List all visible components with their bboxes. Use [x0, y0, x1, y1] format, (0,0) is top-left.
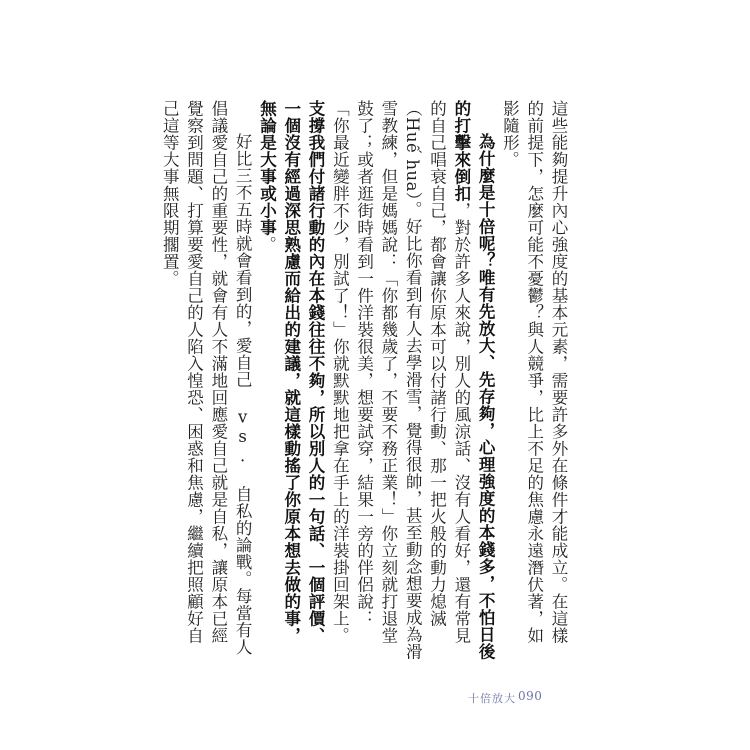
paragraph-3 — [157, 100, 254, 660]
bold-emphasis-passage: 支撐我們付諸行動的內在本錢往往不夠，所以別人的一句話、一個評價、一個沒有經過深思熟慮而給出的建議，就這樣動搖了你原本想去做的事，無論是大事或小事 — [257, 100, 326, 644]
paragraph-2-end: 。 — [257, 236, 277, 253]
paragraph-3-text: 好比三不五時就會看到的，愛自己 vs. 自私的論戰。每當有人倡議愛自己的重要性，就會有人不滿地回應愛自己就是自私，讓原本已經覺察到問題、打算要愛自己的人陷入惶恐、困惑和焦慮，繼續把照顧好自己這等大事無限期擱置。 — [160, 100, 253, 656]
paragraph-2-text-a: ，對於許多人來說，別人的風涼話、沒有人看好，還有常見的自己唱衰自己，都會讓你原本可以付諸行動、那一把火般的動力熄滅（ — [403, 100, 471, 644]
paragraph-2 — [254, 100, 497, 660]
vertical-text-body — [160, 100, 570, 660]
page-footer — [468, 688, 578, 708]
page-number: 090 — [518, 689, 543, 703]
bold-question-heading: 為什麼是十倍呢？唯有先放大、先存夠，心理強度的本錢多，不怕日後的打擊來倒扣 — [451, 100, 496, 660]
paragraph-1 — [497, 100, 570, 660]
paragraph-1-text: 這些能夠提升內心強度的基本元素，需要許多外在條件才能成立。在這樣的前提下，怎麼可能不憂鬱？與人競爭，比上不足的焦慮永遠潛伏著，如影隨形。 — [500, 100, 568, 644]
chapter-title: 十倍放大 — [468, 692, 516, 705]
paragraph-2-text-b: ）。好比你看到有人去學滑雪，覺得很帥，甚至動念想要成為滑雪教練，但是媽媽說：「你都幾歲了，不要不務正業！」你立刻就打退堂鼓了；或者逛街時看到一件洋裝很美，想要試穿，結果一旁的伴侶說：「你最近變胖不少，別試了！」你就默默地把拿在手上的洋裝掛回架上。 — [330, 100, 423, 660]
romanization-text: Huế hua — [403, 117, 423, 193]
